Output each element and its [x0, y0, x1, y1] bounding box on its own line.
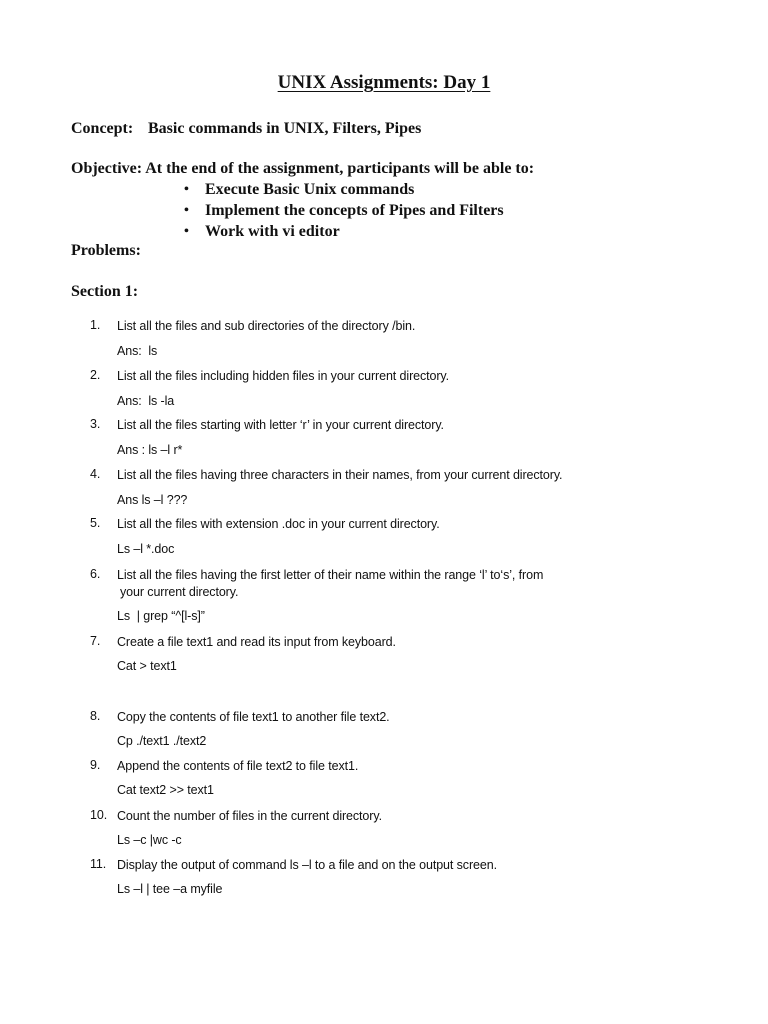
problem-number: 7.: [90, 634, 101, 648]
problem-question: Copy the contents of file text1 to another file text2.: [117, 710, 390, 724]
concept-label: Concept:: [71, 120, 134, 137]
problem-question: Count the number of files in the current directory.: [117, 809, 382, 823]
concept-line: [71, 120, 421, 138]
problem-number: 9.: [90, 758, 101, 772]
problem-question: List all the files and sub directories of the directory /bin.: [117, 319, 416, 333]
problem-answer: Ls –l *.doc: [117, 542, 175, 556]
problem-answer: Ans: ls -la: [117, 394, 175, 408]
problem-question: [117, 567, 637, 601]
problem-answer: Cat text2 >> text1: [117, 783, 214, 797]
problem-question: Create a file text1 and read its input from keyboard.: [117, 635, 396, 649]
problem-question: Display the output of command ls –l to a file and on the output screen.: [117, 858, 497, 872]
problem-answer: Ls –c |wc -c: [117, 833, 182, 847]
bullet-icon: •: [184, 203, 189, 218]
problem-number: 4.: [90, 467, 101, 481]
bullet-icon: •: [184, 182, 189, 197]
problem-question: Append the contents of file text2 to file text1.: [117, 759, 359, 773]
problems-heading: Problems:: [71, 242, 141, 259]
problem-answer: Ls | grep “^[l-s]”: [117, 609, 205, 623]
problem-question: List all the files starting with letter ‘r’ in your current directory.: [117, 418, 444, 432]
objective-item: • Execute Basic Unix commands: [184, 181, 415, 198]
problem-number: 2.: [90, 368, 101, 382]
objective-line: Objective: At the end of the assignment, participants will be able to:: [71, 160, 535, 177]
problem-number: 8.: [90, 709, 101, 723]
problem-question-continuation: your current directory.: [120, 585, 239, 599]
problem-number: 6.: [90, 567, 101, 581]
problem-number: 1.: [90, 318, 101, 332]
objective-item: • Work with vi editor: [184, 223, 340, 240]
document-title: UNIX Assignments: Day 1: [277, 72, 491, 93]
problem-question: List all the files including hidden files in your current directory.: [117, 369, 450, 383]
problem-number: 11.: [90, 857, 107, 871]
problem-answer: Ls –l | tee –a myfile: [117, 882, 223, 896]
problem-answer: Cp ./text1 ./text2: [117, 734, 207, 748]
bullet-icon: •: [184, 224, 189, 239]
section-heading: Section 1:: [71, 283, 139, 300]
problem-answer: Ans: ls: [117, 344, 158, 358]
problem-question: List all the files having three characters in their names, from your current directory.: [117, 468, 563, 482]
problem-number: 5.: [90, 516, 101, 530]
problem-question: List all the files with extension .doc in your current directory.: [117, 517, 440, 531]
problem-answer: Ans ls –l ???: [117, 493, 188, 507]
problem-question-line: List all the files having the first letter of their name within the range ‘l’ to‘s’, from: [117, 568, 544, 582]
problem-answer: Ans : ls –l r*: [117, 443, 183, 457]
problem-number: 3.: [90, 417, 101, 431]
objectives-list: [184, 179, 504, 242]
problem-number: 10.: [90, 808, 108, 822]
objective-item: • Implement the concepts of Pipes and Filters: [184, 202, 504, 219]
concept-text: Basic commands in UNIX, Filters, Pipes: [148, 120, 422, 137]
problem-answer: Cat > text1: [117, 659, 177, 673]
